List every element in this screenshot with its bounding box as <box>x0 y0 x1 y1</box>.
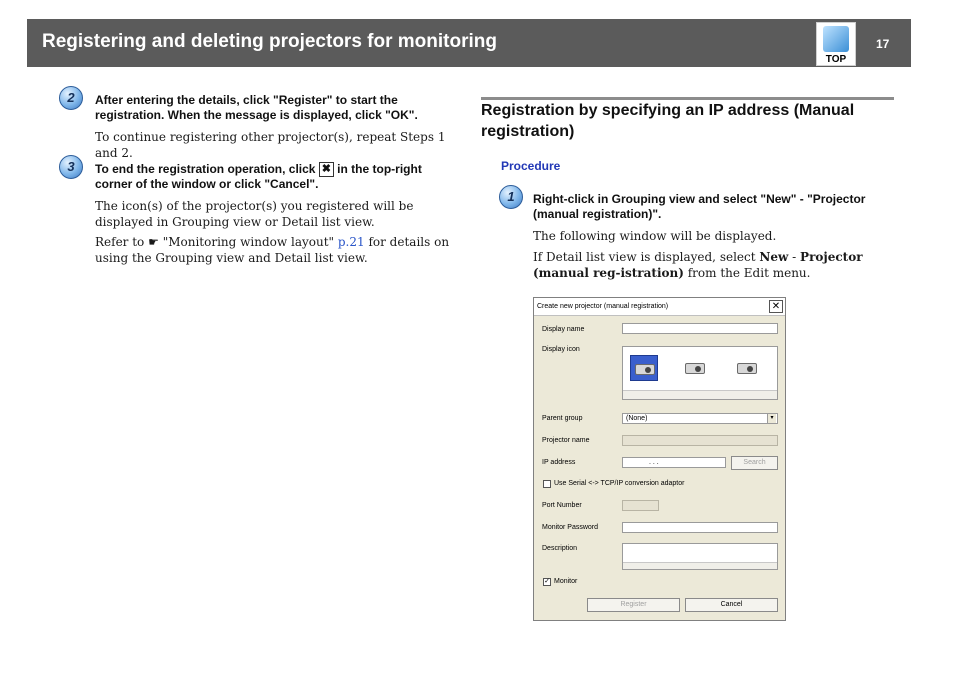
parent-group-label: Parent group <box>542 415 583 422</box>
menu-new: New <box>759 250 789 264</box>
section-title: Registration by specifying an IP address (Manual registration) <box>481 102 855 140</box>
parent-group-value: (None) <box>626 415 648 422</box>
step-3-heading-part-a: To end the registration operation, click <box>95 162 316 176</box>
description-textarea[interactable] <box>622 543 778 570</box>
top-cube-icon <box>823 26 849 52</box>
step-3-text-1: The icon(s) of the projector(s) you registered will be displayed in Grouping view or Detail list view. <box>95 199 414 229</box>
step-2-heading: After entering the details, click "Register" to start the registration. When the message is displayed, click "OK". <box>95 93 418 122</box>
step-3-heading-part-b: in the top-right corner of the window or click "Cancel". <box>95 162 422 192</box>
create-projector-dialog <box>533 297 786 621</box>
text-part-a: If Detail list view is displayed, select <box>533 250 756 264</box>
page-title: Registering and deleting projectors for monitoring <box>42 31 497 52</box>
refer-to-text: Refer to <box>95 235 145 249</box>
page-link[interactable]: p.21 <box>337 235 365 249</box>
procedure-label: Procedure <box>501 159 561 173</box>
chevron-down-icon[interactable]: ▾ <box>767 414 776 423</box>
top-label: TOP <box>825 54 847 65</box>
close-x-icon: ✖ <box>319 162 334 177</box>
reference-suffix: for details on using the Grouping view and Detail list view. <box>95 235 450 265</box>
projector-icon-option-3[interactable] <box>733 355 761 381</box>
cancel-button[interactable]: Cancel <box>685 598 778 612</box>
display-name-label: Display name <box>542 326 585 333</box>
step-3-badge-icon: 3 <box>59 155 83 179</box>
serial-adaptor-label: Use Serial <-> TCP/IP conversion adaptor <box>554 480 685 487</box>
dialog-title: Create new projector (manual registration) <box>537 303 669 310</box>
description-scrollbar[interactable] <box>623 562 777 569</box>
display-icon-list[interactable] <box>622 346 778 400</box>
text-part-b: from the Edit menu. <box>687 266 811 280</box>
step-1-text-2 <box>533 249 895 281</box>
page-number: 17 <box>876 37 890 51</box>
register-button[interactable]: Register <box>587 598 680 612</box>
step-1-heading: Right-click in Grouping view and select "New" - "Projector (manual registration)". <box>533 192 866 221</box>
page-header <box>27 19 911 67</box>
parent-group-select[interactable] <box>622 413 778 424</box>
step-2-text: To continue registering other projector(s), repeat Steps 1 and 2. <box>95 130 446 160</box>
projector-icon-option-1[interactable] <box>630 355 658 381</box>
serial-adaptor-checkbox[interactable] <box>543 480 551 488</box>
search-button[interactable]: Search <box>731 456 778 470</box>
projector-name-input <box>622 435 778 446</box>
port-number-input <box>622 500 659 511</box>
ip-address-label: IP address <box>542 459 576 466</box>
icon-list-scrollbar[interactable] <box>623 390 777 399</box>
display-icon-label: Display icon <box>542 346 580 353</box>
menu-projector-manual: Projector (manual reg-istration) <box>533 250 863 280</box>
dialog-title-bar <box>534 298 785 316</box>
close-icon[interactable]: ✕ <box>769 300 783 313</box>
step-1-badge-icon: 1 <box>499 185 523 209</box>
monitor-checkbox[interactable]: ✓ <box>544 578 550 585</box>
port-number-label: Port Number <box>542 502 582 509</box>
display-name-input[interactable] <box>622 323 778 334</box>
projector-icon-option-2[interactable] <box>681 355 709 381</box>
step-1-text-1: The following window will be displayed. <box>533 229 777 243</box>
monitor-password-input[interactable] <box>622 522 778 533</box>
reference-title: "Monitoring window layout" <box>162 235 335 249</box>
step-2-badge-icon: 2 <box>59 86 83 110</box>
step-3-heading <box>95 162 455 192</box>
projector-name-label: Projector name <box>542 437 590 444</box>
monitor-password-label: Monitor Password <box>542 524 599 531</box>
step-3-text-2 <box>95 234 457 266</box>
ip-dots: . . . <box>649 459 659 466</box>
pointing-hand-icon: ☛ <box>148 235 159 249</box>
menu-separator: - <box>792 250 797 264</box>
top-link[interactable] <box>816 22 856 66</box>
ip-address-input[interactable] <box>622 457 726 468</box>
monitor-label: Monitor <box>554 578 578 585</box>
description-label: Description <box>542 545 578 552</box>
